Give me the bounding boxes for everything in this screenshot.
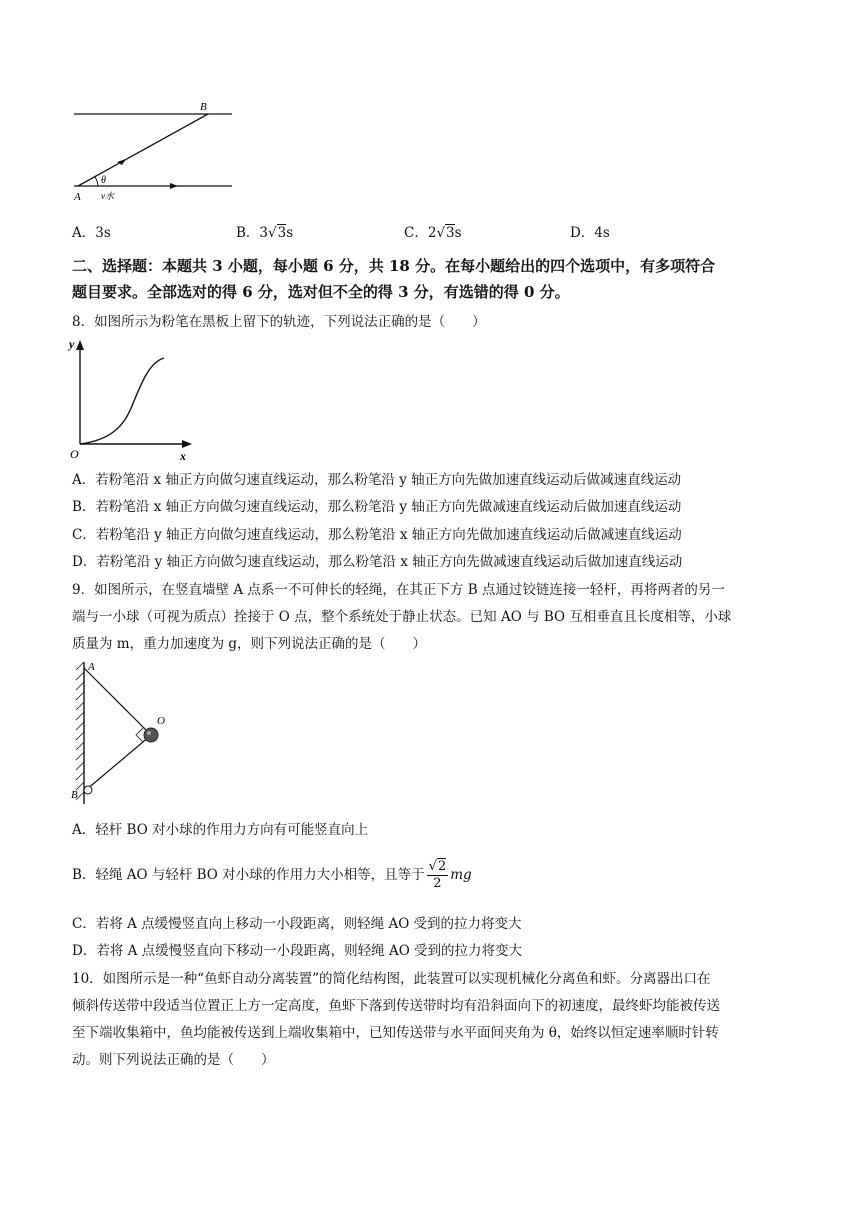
q10-line2: 倾斜传送带中段适当位置正上方一定高度，鱼虾下落到传送带时均有沿斜面向下的初速度，最终虾均能被传送 <box>72 998 720 1014</box>
point-a-label: A <box>88 661 95 673</box>
fraction-sqrt2-over-2: $\frac{√2}{2}$ <box>428 859 447 891</box>
axis-x-label: x <box>180 449 186 463</box>
trajectory-figure <box>66 336 196 466</box>
q7-option-c: C．2√3s <box>404 225 462 241</box>
origin-label: O <box>70 447 79 461</box>
q7-option-a: A．3s <box>72 225 111 241</box>
q10-line4: 动。则下列说法正确的是（ ） <box>72 1052 275 1068</box>
q7-option-b: B．3√3s <box>236 225 294 241</box>
point-o-label: O <box>157 715 165 727</box>
q9-option-b: B．轻绳 AO 与轻杆 BO 对小球的作用力大小相等，且等于 $\frac{√2}{2}$ mg <box>72 859 472 891</box>
label-a: A <box>74 191 81 203</box>
point-b-label: B <box>71 789 78 801</box>
section-heading-line2: 题目要求。全部选对的得 6 分，选对但不全的得 3 分，有选错的得 0 分。 <box>72 283 570 301</box>
river-figure <box>60 96 250 236</box>
q9-stem-line2: 端与一小球（可视为质点）拴接于 O 点，整个系统处于静止状态。已知 AO 与 BO 互相垂直且长度相等，小球 <box>72 609 732 625</box>
section-heading-line1: 二、选择题：本题共 3 小题，每小题 6 分，共 18 分。在每小题给出的四个选项中，有多项符合 <box>72 257 716 275</box>
wall-rope-rod-figure <box>66 656 186 806</box>
q8-option-b: B．若粉笔沿 x 轴正方向做匀速直线运动，那么粉笔沿 y 轴正方向先做减速直线运动后做加速直线运动 <box>72 499 682 515</box>
q8-option-c: C．若粉笔沿 y 轴正方向做匀速直线运动，那么粉笔沿 x 轴正方向先做加速直线运动后做减速直线运动 <box>72 527 682 543</box>
q9-stem-line3: 质量为 m，重力加速度为 g，则下列说法正确的是（ ） <box>72 636 427 652</box>
q10-line1: 10．如图所示是一种“鱼虾自动分离装置”的简化结构图，此装置可以实现机械化分离鱼和虾。分离器出口在 <box>72 971 711 987</box>
label-v-water: v水 <box>101 191 114 201</box>
label-b: B <box>200 101 207 113</box>
q8-option-a: A．若粉笔沿 x 轴正方向做匀速直线运动，那么粉笔沿 y 轴正方向先做加速直线运动后做减速直线运动 <box>72 472 682 488</box>
q9-option-c: C．若将 A 点缓慢竖直向上移动一小段距离，则轻绳 AO 受到的拉力将变大 <box>72 916 522 932</box>
axis-y-label: y <box>69 337 75 351</box>
q9-option-d: D．若将 A 点缓慢竖直向下移动一小段距离，则轻绳 AO 受到的拉力将变大 <box>72 943 523 959</box>
q8-stem: 8．如图所示为粉笔在黑板上留下的轨迹，下列说法正确的是（ ） <box>72 314 486 330</box>
q9-option-a: A．轻杆 BO 对小球的作用力方向有可能竖直向上 <box>72 822 369 838</box>
q7-option-d: D．4s <box>570 225 610 241</box>
q9-stem-line1: 9．如图所示，在竖直墙壁 A 点系一不可伸长的轻绳，在其正下方 B 点通过铰链连接一轻杆，再将两者的另一 <box>72 582 725 598</box>
q10-line3: 至下端收集箱中，鱼均能被传送到上端收集箱中，已知传送带与水平面间夹角为 θ，始终以恒定速率顺时针转 <box>72 1025 719 1041</box>
label-theta: θ <box>101 175 106 186</box>
q8-option-d: D．若粉笔沿 y 轴正方向做匀速直线运动，那么粉笔沿 x 轴正方向先做减速直线运动后做加速直线运动 <box>72 554 683 570</box>
